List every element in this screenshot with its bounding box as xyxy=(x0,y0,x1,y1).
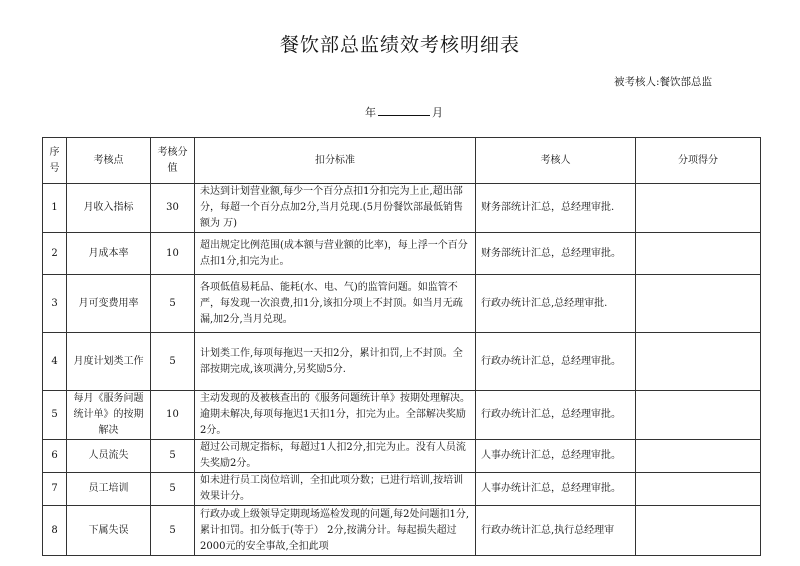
row-point: 人员流失 xyxy=(67,440,151,473)
row-item-score[interactable] xyxy=(636,333,761,391)
table-row xyxy=(43,473,761,506)
assessee-label: 被考核人:餐饮部总监 xyxy=(613,76,712,88)
row-assessor: 行政办统计汇总，总经理审批。 xyxy=(476,391,636,440)
row-no: 5 xyxy=(43,391,67,440)
row-item-score[interactable] xyxy=(636,440,761,473)
row-no: 7 xyxy=(43,473,67,506)
assessment-table xyxy=(42,137,761,556)
table-row xyxy=(43,233,761,275)
table-row xyxy=(43,275,761,333)
header-no: 序号 xyxy=(43,138,67,184)
row-standard: 如未进行员工岗位培训，全扣此项分数；已进行培训,按培训效果计分。 xyxy=(195,473,476,506)
table-row xyxy=(43,440,761,473)
row-assessor: 财务部统计汇总，总经理审批. xyxy=(476,184,636,233)
row-assessor: 财务部统计汇总，总经理审批。 xyxy=(476,233,636,275)
row-score: 5 xyxy=(151,333,195,391)
row-no: 2 xyxy=(43,233,67,275)
row-item-score[interactable] xyxy=(636,275,761,333)
row-standard: 超过公司规定指标，每超过1人扣2分,扣完为止。没有人员流失奖励2分。 xyxy=(195,440,476,473)
year-label: 年 xyxy=(365,106,376,119)
row-standard: 未达到计划营业额,每少一个百分点扣1分扣完为上止,超出部分，每超一个百分点加2分,当月兑现.(5月份餐饮部最低销售额为 万) xyxy=(195,184,476,233)
header-point: 考核点 xyxy=(67,138,151,184)
row-score: 10 xyxy=(151,233,195,275)
table-row xyxy=(43,333,761,391)
header-item-score: 分项得分 xyxy=(636,138,761,184)
row-point: 月可变费用率 xyxy=(67,275,151,333)
table-row xyxy=(43,506,761,556)
header-score: 考核分值 xyxy=(151,138,195,184)
row-score: 30 xyxy=(151,184,195,233)
table-row xyxy=(43,184,761,233)
page-title: 餐饮部总监绩效考核明细表 xyxy=(279,34,520,56)
row-no: 4 xyxy=(43,333,67,391)
row-point: 月成本率 xyxy=(67,233,151,275)
row-item-score[interactable] xyxy=(636,506,761,556)
month-label: 月 xyxy=(432,106,443,119)
row-standard: 各项低值易耗品、能耗(水、电、气)的监管问题。如监管不严，每发现一次浪费,扣1分,该扣分项上不封顶。如当月无疏漏,加2分,当月兑现。 xyxy=(195,275,476,333)
row-item-score[interactable] xyxy=(636,233,761,275)
row-assessor: 行政办统计汇总,总经理审批. xyxy=(476,275,636,333)
row-assessor: 人事办统计汇总，总经理审批。 xyxy=(476,440,636,473)
row-score: 10 xyxy=(151,391,195,440)
row-assessor: 行政办统计汇总，总经理审批。 xyxy=(476,333,636,391)
row-point: 每月《服务问题统计单》的按期解决 xyxy=(67,391,151,440)
row-no: 3 xyxy=(43,275,67,333)
table-header-row xyxy=(43,138,761,184)
row-standard: 行政办或上级领导定期现场巡检发现的问题,每2处问题扣1分,累计扣罚。扣分低于(等于） 2分,按满分计。每起损失超过2000元的安全事故,全扣此项 xyxy=(195,506,476,556)
month-blank-field xyxy=(378,105,430,116)
row-score: 5 xyxy=(151,440,195,473)
table-row xyxy=(43,391,761,440)
header-assessor: 考核人 xyxy=(476,138,636,184)
row-score: 5 xyxy=(151,275,195,333)
row-item-score[interactable] xyxy=(636,391,761,440)
header-standard: 扣分标准 xyxy=(195,138,476,184)
row-standard: 计划类工作,每项每拖迟一天扣2分，累计扣罚,上不封顶。全部按期完成,该项满分,另奖励5分. xyxy=(195,333,476,391)
row-score: 5 xyxy=(151,473,195,506)
row-assessor: 人事办统计汇总，总经理审批。 xyxy=(476,473,636,506)
row-score: 5 xyxy=(151,506,195,556)
row-standard: 超出规定比例范围(成本额与营业额的比率)，每上浮一个百分点扣1分,扣完为止。 xyxy=(195,233,476,275)
row-no: 6 xyxy=(43,440,67,473)
row-point: 月度计划类工作 xyxy=(67,333,151,391)
row-assessor: 行政办统计汇总,执行总经理审 xyxy=(476,506,636,556)
row-point: 下属失误 xyxy=(67,506,151,556)
row-no: 1 xyxy=(43,184,67,233)
row-standard: 主动发现的及被核查出的《服务问题统计单》按期处理解决。逾期未解决,每项每拖迟1天扣1分，扣完为止。全部解决奖励2分。 xyxy=(195,391,476,440)
row-item-score[interactable] xyxy=(636,184,761,233)
row-item-score[interactable] xyxy=(636,473,761,506)
row-point: 员工培训 xyxy=(67,473,151,506)
period-line xyxy=(365,104,443,120)
row-no: 8 xyxy=(43,506,67,556)
row-point: 月收入指标 xyxy=(67,184,151,233)
